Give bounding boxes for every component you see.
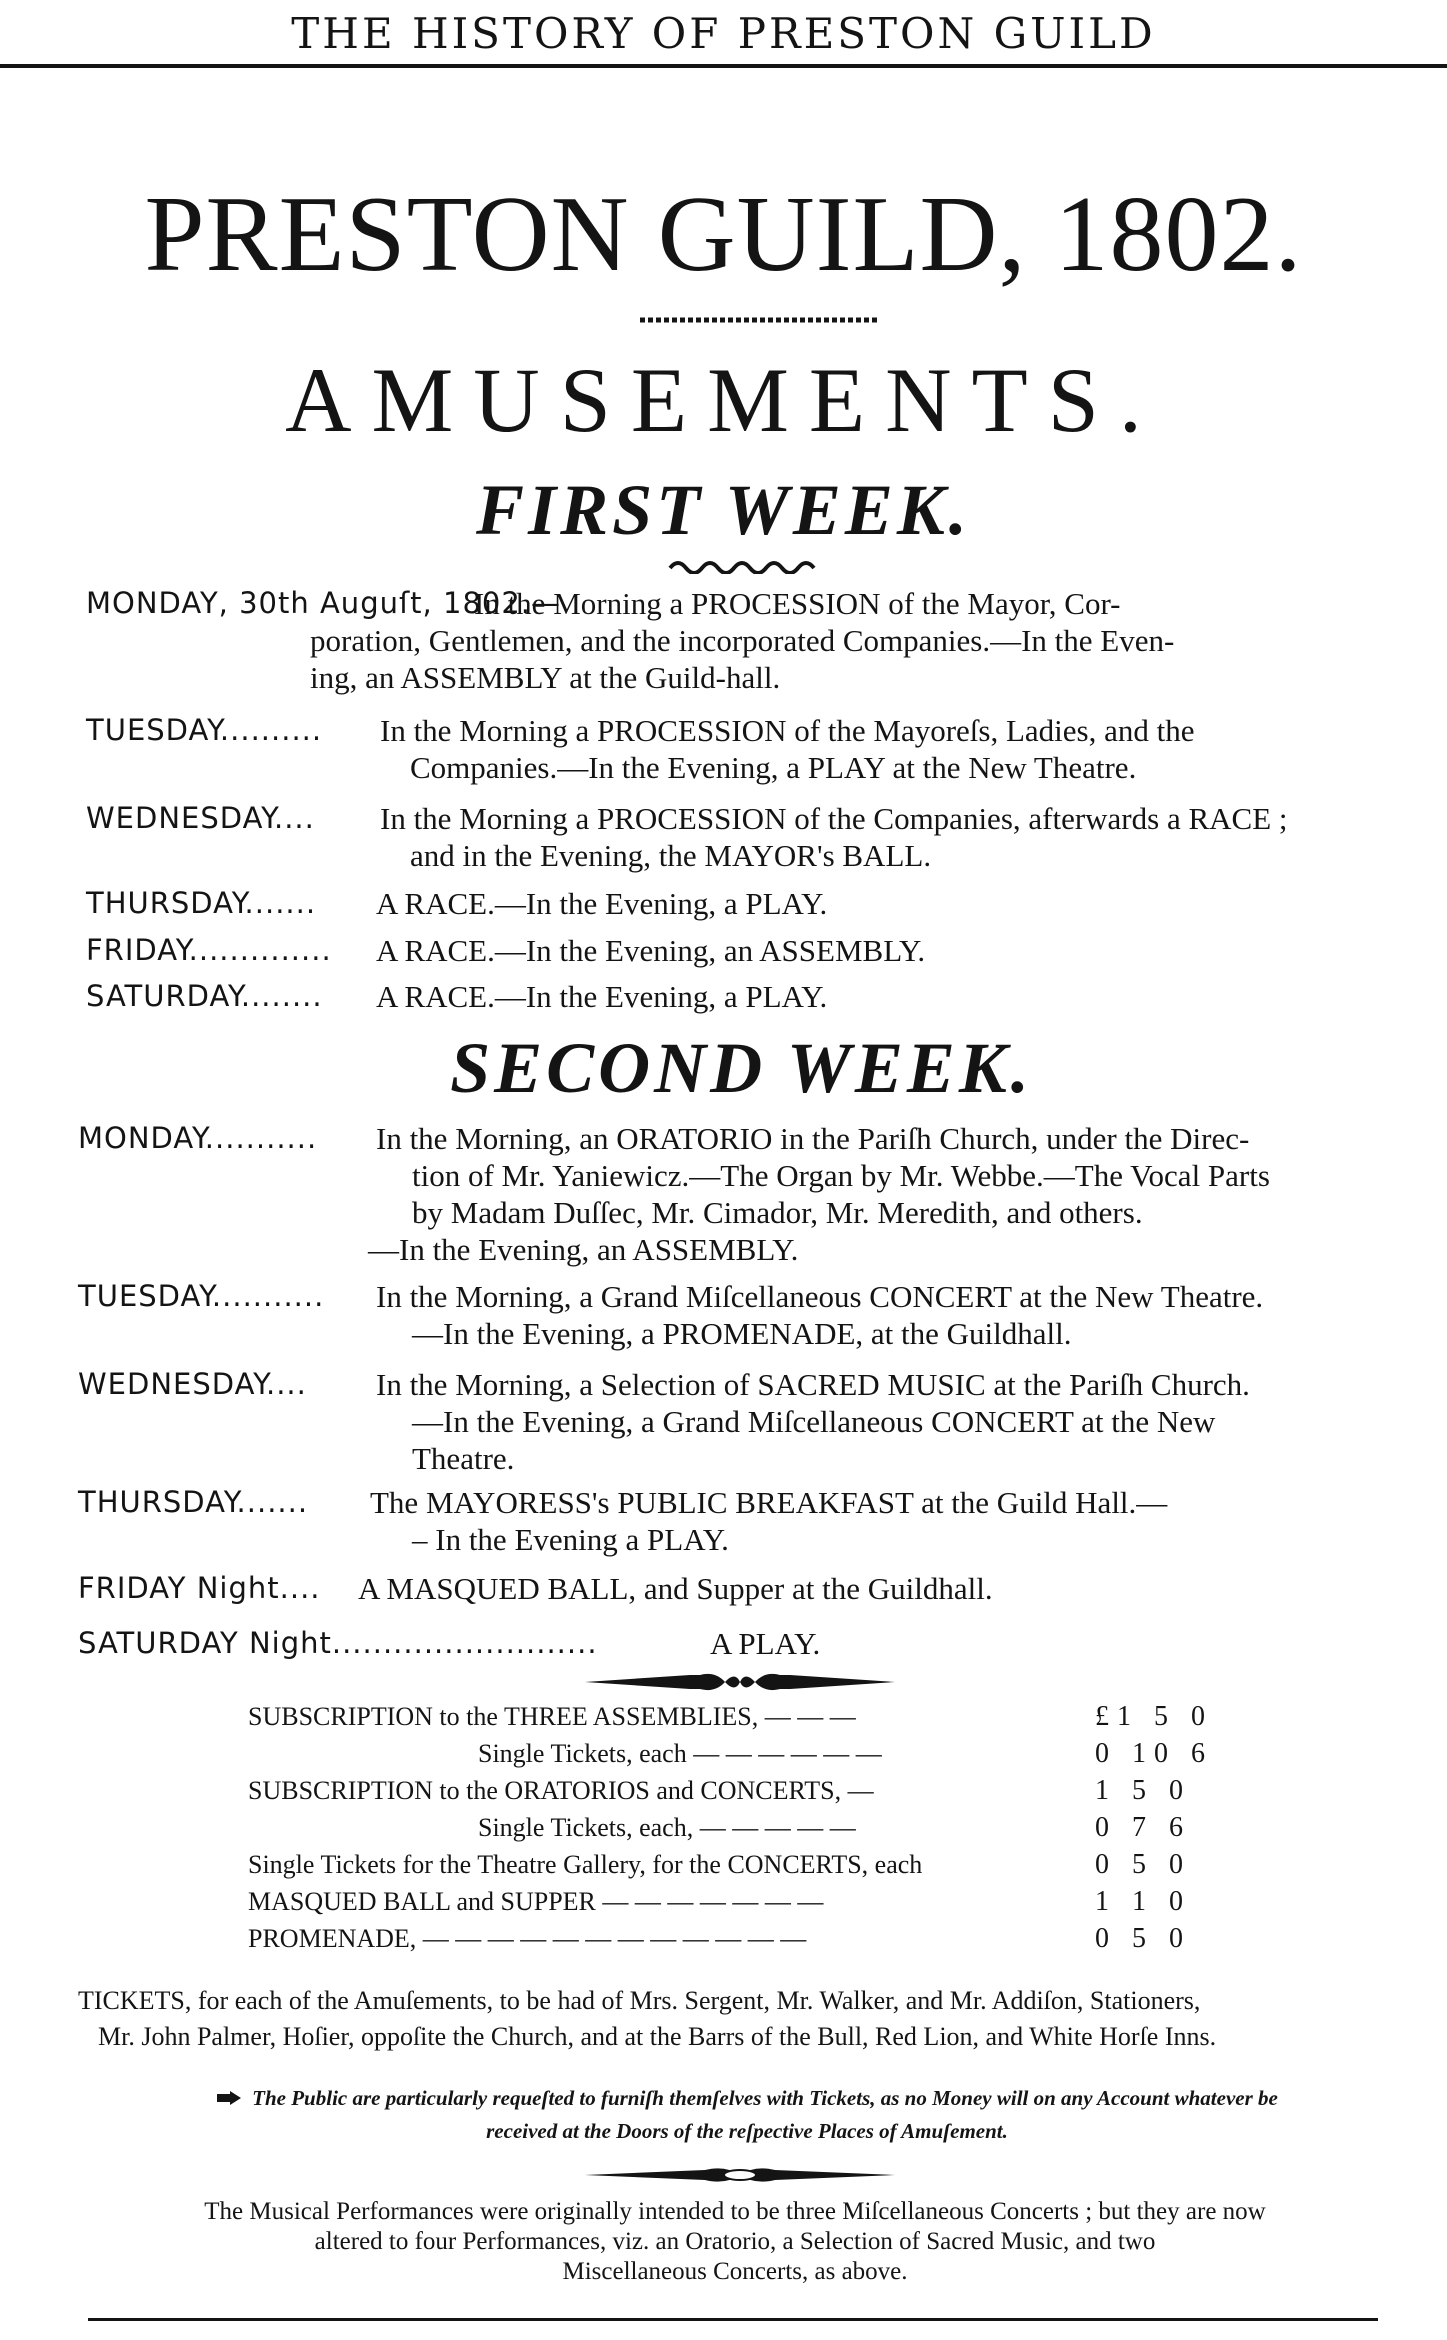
entry-day: TUESDAY........... — [78, 1279, 325, 1313]
price-label: PROMENADE, — — — — — — — — — — — — — [248, 1924, 807, 1953]
price-label: Single Tickets, each — — — — — — — [478, 1739, 882, 1768]
schedule-entry — [86, 585, 1406, 697]
entry-line: A RACE.—In the Evening, a PLAY. — [376, 886, 828, 921]
footer-line: The Musical Performances were originally intended to be three Miſcellaneous Concerts ; but they are now — [204, 2198, 1266, 2225]
entry-line: In the Morning, a Selection of SACRED MUSIC at the Pariſh Church. — [376, 1367, 1250, 1402]
entry-day: WEDNESDAY.... — [86, 801, 315, 835]
entry-line: – In the Evening a PLAY. — [412, 1522, 729, 1557]
footer-note — [60, 2197, 1410, 2287]
public-notice — [92, 2082, 1402, 2148]
header-rule — [0, 64, 1447, 68]
schedule-entry — [78, 1278, 1408, 1353]
schedule-entry — [86, 978, 1406, 1016]
entry-day: SATURDAY........ — [86, 979, 323, 1013]
public-notice-line — [92, 2082, 1402, 2115]
schedule-entry — [78, 1625, 1408, 1663]
entry-line: In the Morning a PROCESSION of the Mayoreſs, Ladies, and the — [380, 713, 1195, 748]
tickets-line: Mr. John Palmer, Hoſier, oppoſite the Church, and at the Barrs of the Bull, Red Lion, and White Horſe Inns. — [98, 2022, 1217, 2051]
entry-day: MONDAY........... — [78, 1121, 318, 1155]
entry-day: FRIDAY.............. — [86, 933, 332, 967]
price-label: MASQUED BALL and SUPPER — — — — — — — — [248, 1887, 824, 1916]
entry-line: The MAYORESS's PUBLIC BREAKFAST at the Guild Hall.— — [370, 1485, 1168, 1520]
footer-line: altered to four Performances, viz. an Oratorio, a Selection of Sacred Music, and two — [314, 2228, 1156, 2255]
schedule-entry — [78, 1484, 1408, 1559]
entry-line: A PLAY. — [710, 1626, 821, 1661]
tickets-note — [78, 1983, 1408, 2055]
entry-day: FRIDAY Night.... — [78, 1571, 321, 1605]
entry-day: TUESDAY.......... — [86, 713, 323, 747]
entry-day: THURSDAY....... — [78, 1485, 309, 1519]
price-value: 0 7 6 — [1095, 1812, 1191, 1843]
price-row — [0, 1774, 1447, 1808]
price-row — [0, 1811, 1447, 1845]
price-row — [0, 1700, 1447, 1734]
schedule-entry — [86, 885, 1406, 923]
bottom-rule — [88, 2318, 1378, 2321]
price-label: Single Tickets, each, — — — — — — [478, 1813, 856, 1842]
public-notice-text: The Public are particularly requeſted to furniſh themſelves with Tickets, as no Money will on any Account whatever be — [252, 2086, 1278, 2110]
entry-line: Theatre. — [412, 1441, 515, 1476]
wave-ornament — [668, 556, 818, 574]
entry-line: ing, an ASSEMBLY at the Guild-hall. — [310, 660, 781, 695]
end-ornament — [585, 2165, 895, 2185]
price-label: SUBSCRIPTION to the THREE ASSEMBLIES, — — — — [248, 1702, 856, 1731]
schedule-entry — [86, 800, 1406, 875]
entry-line: Companies.—In the Evening, a PLAY at the New Theatre. — [410, 750, 1137, 785]
entry-line: —In the Evening, a PROMENADE, at the Guildhall. — [412, 1316, 1072, 1351]
price-value: 0 5 0 — [1095, 1923, 1191, 1954]
entry-line: by Madam Duſſec, Mr. Cimador, Mr. Meredith, and others. — [412, 1195, 1143, 1230]
amusements-heading: AMUSEMENTS. — [285, 349, 1162, 451]
second-week-heading: SECOND WEEK. — [450, 1028, 1033, 1108]
price-label: SUBSCRIPTION to the ORATORIOS and CONCERTS, — — [248, 1776, 874, 1805]
schedule-entry — [78, 1570, 1408, 1608]
entry-line: and in the Evening, the MAYOR's BALL. — [410, 838, 932, 873]
price-value: £1 5 0 — [1095, 1701, 1213, 1732]
price-value: 0 10 6 — [1095, 1738, 1213, 1769]
entry-line: A MASQUED BALL, and Supper at the Guildhall. — [358, 1571, 993, 1606]
entry-line: poration, Gentlemen, and the incorporated Companies.—In the Even- — [310, 623, 1175, 658]
price-row — [0, 1848, 1447, 1882]
price-value: 1 1 0 — [1095, 1886, 1191, 1917]
entry-day: WEDNESDAY.... — [78, 1367, 307, 1401]
entry-day: SATURDAY Night.......................... — [78, 1626, 598, 1660]
price-value: 1 5 0 — [1095, 1775, 1191, 1806]
dotted-ornament — [640, 316, 880, 324]
price-row — [0, 1737, 1447, 1771]
footer-line: Miscellaneous Concerts, as above. — [562, 2258, 908, 2285]
pointing-hand-icon — [216, 2089, 242, 2107]
entry-day: THURSDAY....... — [86, 886, 317, 920]
entry-line: In the Morning a PROCESSION of the Mayor, Cor- — [474, 586, 1121, 621]
running-header: THE HISTORY OF PRESTON GUILD — [291, 9, 1156, 58]
entry-line: In the Morning, a Grand Miſcellaneous CONCERT at the New Theatre. — [376, 1279, 1264, 1314]
public-notice-line: received at the Doors of the reſpective Places of Amuſement. — [486, 2119, 1008, 2143]
price-row — [0, 1885, 1447, 1919]
first-week-heading: FIRST WEEK. — [476, 470, 971, 550]
schedule-entry — [86, 712, 1406, 787]
entry-line: A RACE.—In the Evening, an ASSEMBLY. — [376, 933, 926, 968]
price-value: 0 5 0 — [1095, 1849, 1191, 1880]
entry-line: tion of Mr. Yaniewicz.—The Organ by Mr. Webbe.—The Vocal Parts — [412, 1158, 1270, 1193]
entry-line: In the Morning, an ORATORIO in the Pariſh Church, under the Direc- — [376, 1121, 1250, 1156]
entry-day: MONDAY, 30th Auguſt, 1802.— — [86, 586, 562, 620]
schedule-entry — [78, 1120, 1408, 1270]
price-row — [0, 1922, 1447, 1956]
banner-ornament — [585, 1671, 895, 1693]
tickets-line: TICKETS, for each of the Amuſements, to be had of Mrs. Sergent, Mr. Walker, and Mr. Addiſon, Stationers, — [78, 1986, 1201, 2015]
entry-line: —In the Evening, a Grand Miſcellaneous CONCERT at the New — [412, 1404, 1216, 1439]
page-title: PRESTON GUILD, 1802. — [144, 175, 1303, 294]
price-label: Single Tickets for the Theatre Gallery, for the CONCERTS, each — [248, 1850, 923, 1879]
entry-line: In the Morning a PROCESSION of the Companies, afterwards a RACE ; — [380, 801, 1288, 836]
entry-line: —In the Evening, an ASSEMBLY. — [368, 1232, 799, 1267]
schedule-entry — [86, 932, 1406, 970]
schedule-entry — [78, 1366, 1408, 1478]
entry-line: A RACE.—In the Evening, a PLAY. — [376, 979, 828, 1014]
